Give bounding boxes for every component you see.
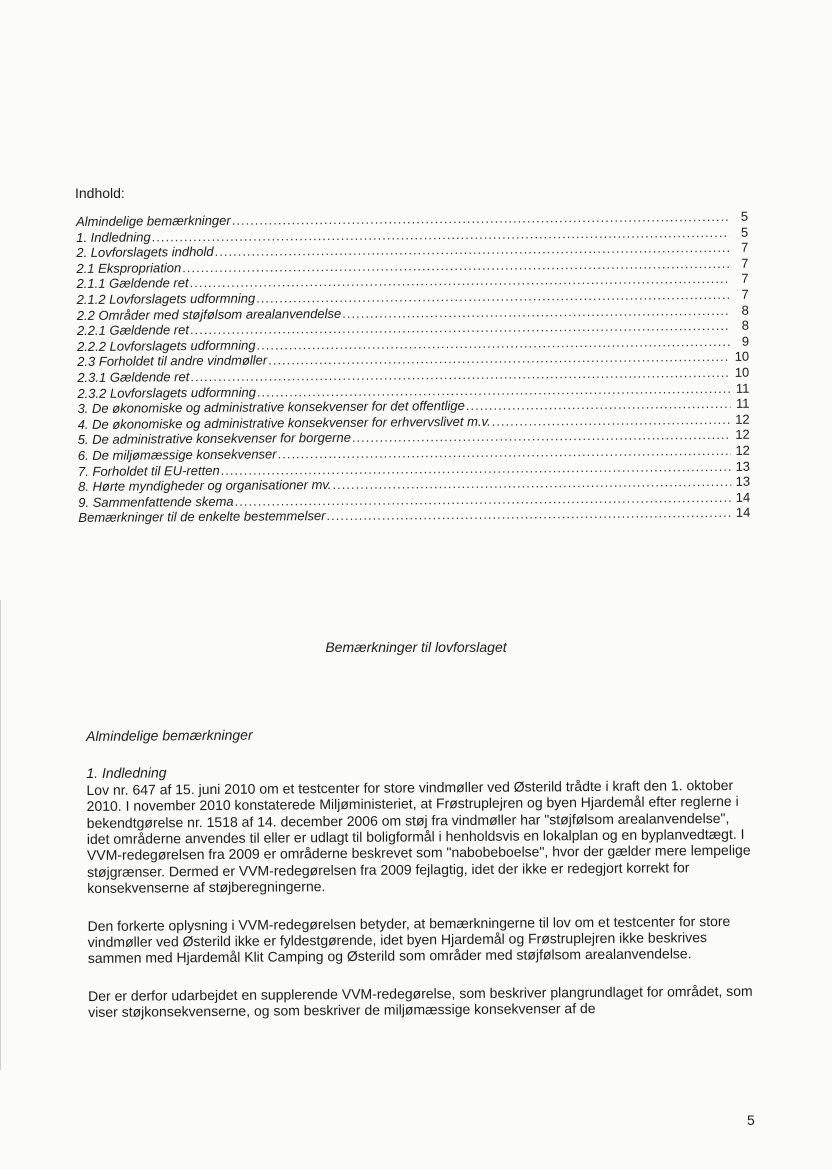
toc-entry-page: 5 <box>740 224 749 240</box>
toc-entry-page: 13 <box>735 458 751 474</box>
toc-entry-page: 14 <box>735 504 751 521</box>
body-text <box>86 723 756 1042</box>
table-of-contents <box>76 209 750 526</box>
toc-entry-label: 2.1.2 Lovforslagets udformning <box>76 290 256 307</box>
paragraph: Den forkerte oplysning i VVM-redegørelsen betyder, at bemærkningerne til lov om et testcenter for store vindmøller ved Østerild ikke er fyldestgørende, idet byen Hjardemål og Frøstruplejren ikke beskrives sammen med Hjardemål Klit Camping og Østerild som områder med støjfølsom arealanvendelse. <box>87 912 731 967</box>
toc-entry-label: 2.2 Områder med støjfølsom arealanvendelse <box>76 305 342 323</box>
toc-entry-label: 2.2.2 Lovforslagets udformning <box>76 337 256 354</box>
toc-entry-page: 7 <box>741 255 749 271</box>
toc-entry-page: 8 <box>741 302 749 318</box>
toc-entry-label: 6. De miljømæssige konsekvenser <box>77 446 277 463</box>
general-remarks-heading: Almindelige bemærkninger <box>86 726 253 744</box>
toc-entry-page: 8 <box>741 317 749 333</box>
introduction-heading: 1. Indledning <box>86 764 167 782</box>
toc-entry-label: 3. De økonomiske og administrative konsekvenser for det offentlige <box>77 398 465 417</box>
toc-entry-label: 7. Forholdet til EU-retten <box>77 462 220 479</box>
toc-entry-label: 2.3 Forholdet til andre vindmøller <box>77 352 268 370</box>
toc-entry-label: 2.3.1 Gældende ret <box>77 369 190 385</box>
toc-entry-page: 7 <box>741 286 749 302</box>
toc-entry-label: Bemærkninger til de enkelte bestemmelser <box>78 508 326 526</box>
toc-entry-page: 7 <box>740 239 749 255</box>
toc-entry-label: 2.1 Ekspropriation <box>76 259 182 276</box>
toc-dot-leader <box>492 412 731 429</box>
toc-entry-label: 2. Lovforslagets indhold <box>76 244 214 261</box>
toc-entry-label: Almindelige bemærkninger <box>76 212 231 229</box>
paragraph: Lov nr. 647 af 15. juni 2010 om et testcenter for store vindmøller ved Østerild trådte i kraft den 1. oktober 2010. I november 2010 konstaterede Miljøministeriet, at Frøstruplejren og byen Hjardemål efter reglerne i bekendtgørelse nr. 1518 af 14. december 2006 om støj fra vindmøller har "støjfølsom arealanvendelse", idet områderne anvendes til eller er udlagt til boligformål i henholdsvis en lokalplan og en byplanvedtægt. I VVM-redegørelsen fra 2009 er områderne beskrevet som "nabobeboelse", hvor der gælder mere lempelige støjgrænser. Dermed er VVM-redegørelsen fra 2009 fejlagtig, idet der ikke er redegjort korrekt for konsekvenserne af støjberegningerne. <box>86 776 751 897</box>
section-title: Bemærkninger til lovforslaget <box>325 639 507 655</box>
toc-heading: Indhold: <box>75 185 125 201</box>
paragraph: Der er derfor udarbejdet en supplerende VVM-redegørelse, som beskriver plangrundlaget for området, som viser støjkonsekvenserne, og som beskriver de miljømæssige konsekvenser af de <box>88 982 753 1021</box>
toc-entry-label: 2.3.2 Lovforslagets udformning <box>77 384 256 401</box>
toc-entry-label: 2.2.1 Gældende ret <box>76 322 190 339</box>
toc-entry-label: 4. De økonomiske og administrative konsekvenser for erhvervslivet m.v. <box>77 413 491 432</box>
scan-edge-mark <box>0 600 1 1070</box>
toc-entry-label: 9. Sammenfattende skema <box>78 493 234 510</box>
toc-entry-page: 14 <box>735 489 751 505</box>
toc-entry-page: 9 <box>741 333 750 349</box>
page-number: 5 <box>747 1112 755 1128</box>
toc-entry-page: 11 <box>735 380 750 396</box>
toc-entry-label: 1. Indledning <box>76 229 151 245</box>
toc-entry-page: 12 <box>735 442 750 458</box>
toc-entry-page: 13 <box>735 473 751 489</box>
toc-entry-label: 2.1.1 Gældende ret <box>76 275 189 292</box>
toc-entry-page: 12 <box>735 411 750 427</box>
toc-entry-page: 10 <box>734 349 750 365</box>
toc-entry-label: 8. Hørte myndigheder og organisationer mv. <box>78 477 332 495</box>
toc-entry-page: 5 <box>740 208 749 224</box>
toc-entry-page: 7 <box>741 271 749 287</box>
toc-entry-page: 11 <box>735 395 750 411</box>
toc-entry-page: 10 <box>734 364 750 380</box>
toc-entry-label: 5. De administrative konsekvenser for borgerne <box>77 430 351 448</box>
toc-dot-leader <box>326 505 731 524</box>
toc-entry-page: 12 <box>735 427 750 443</box>
